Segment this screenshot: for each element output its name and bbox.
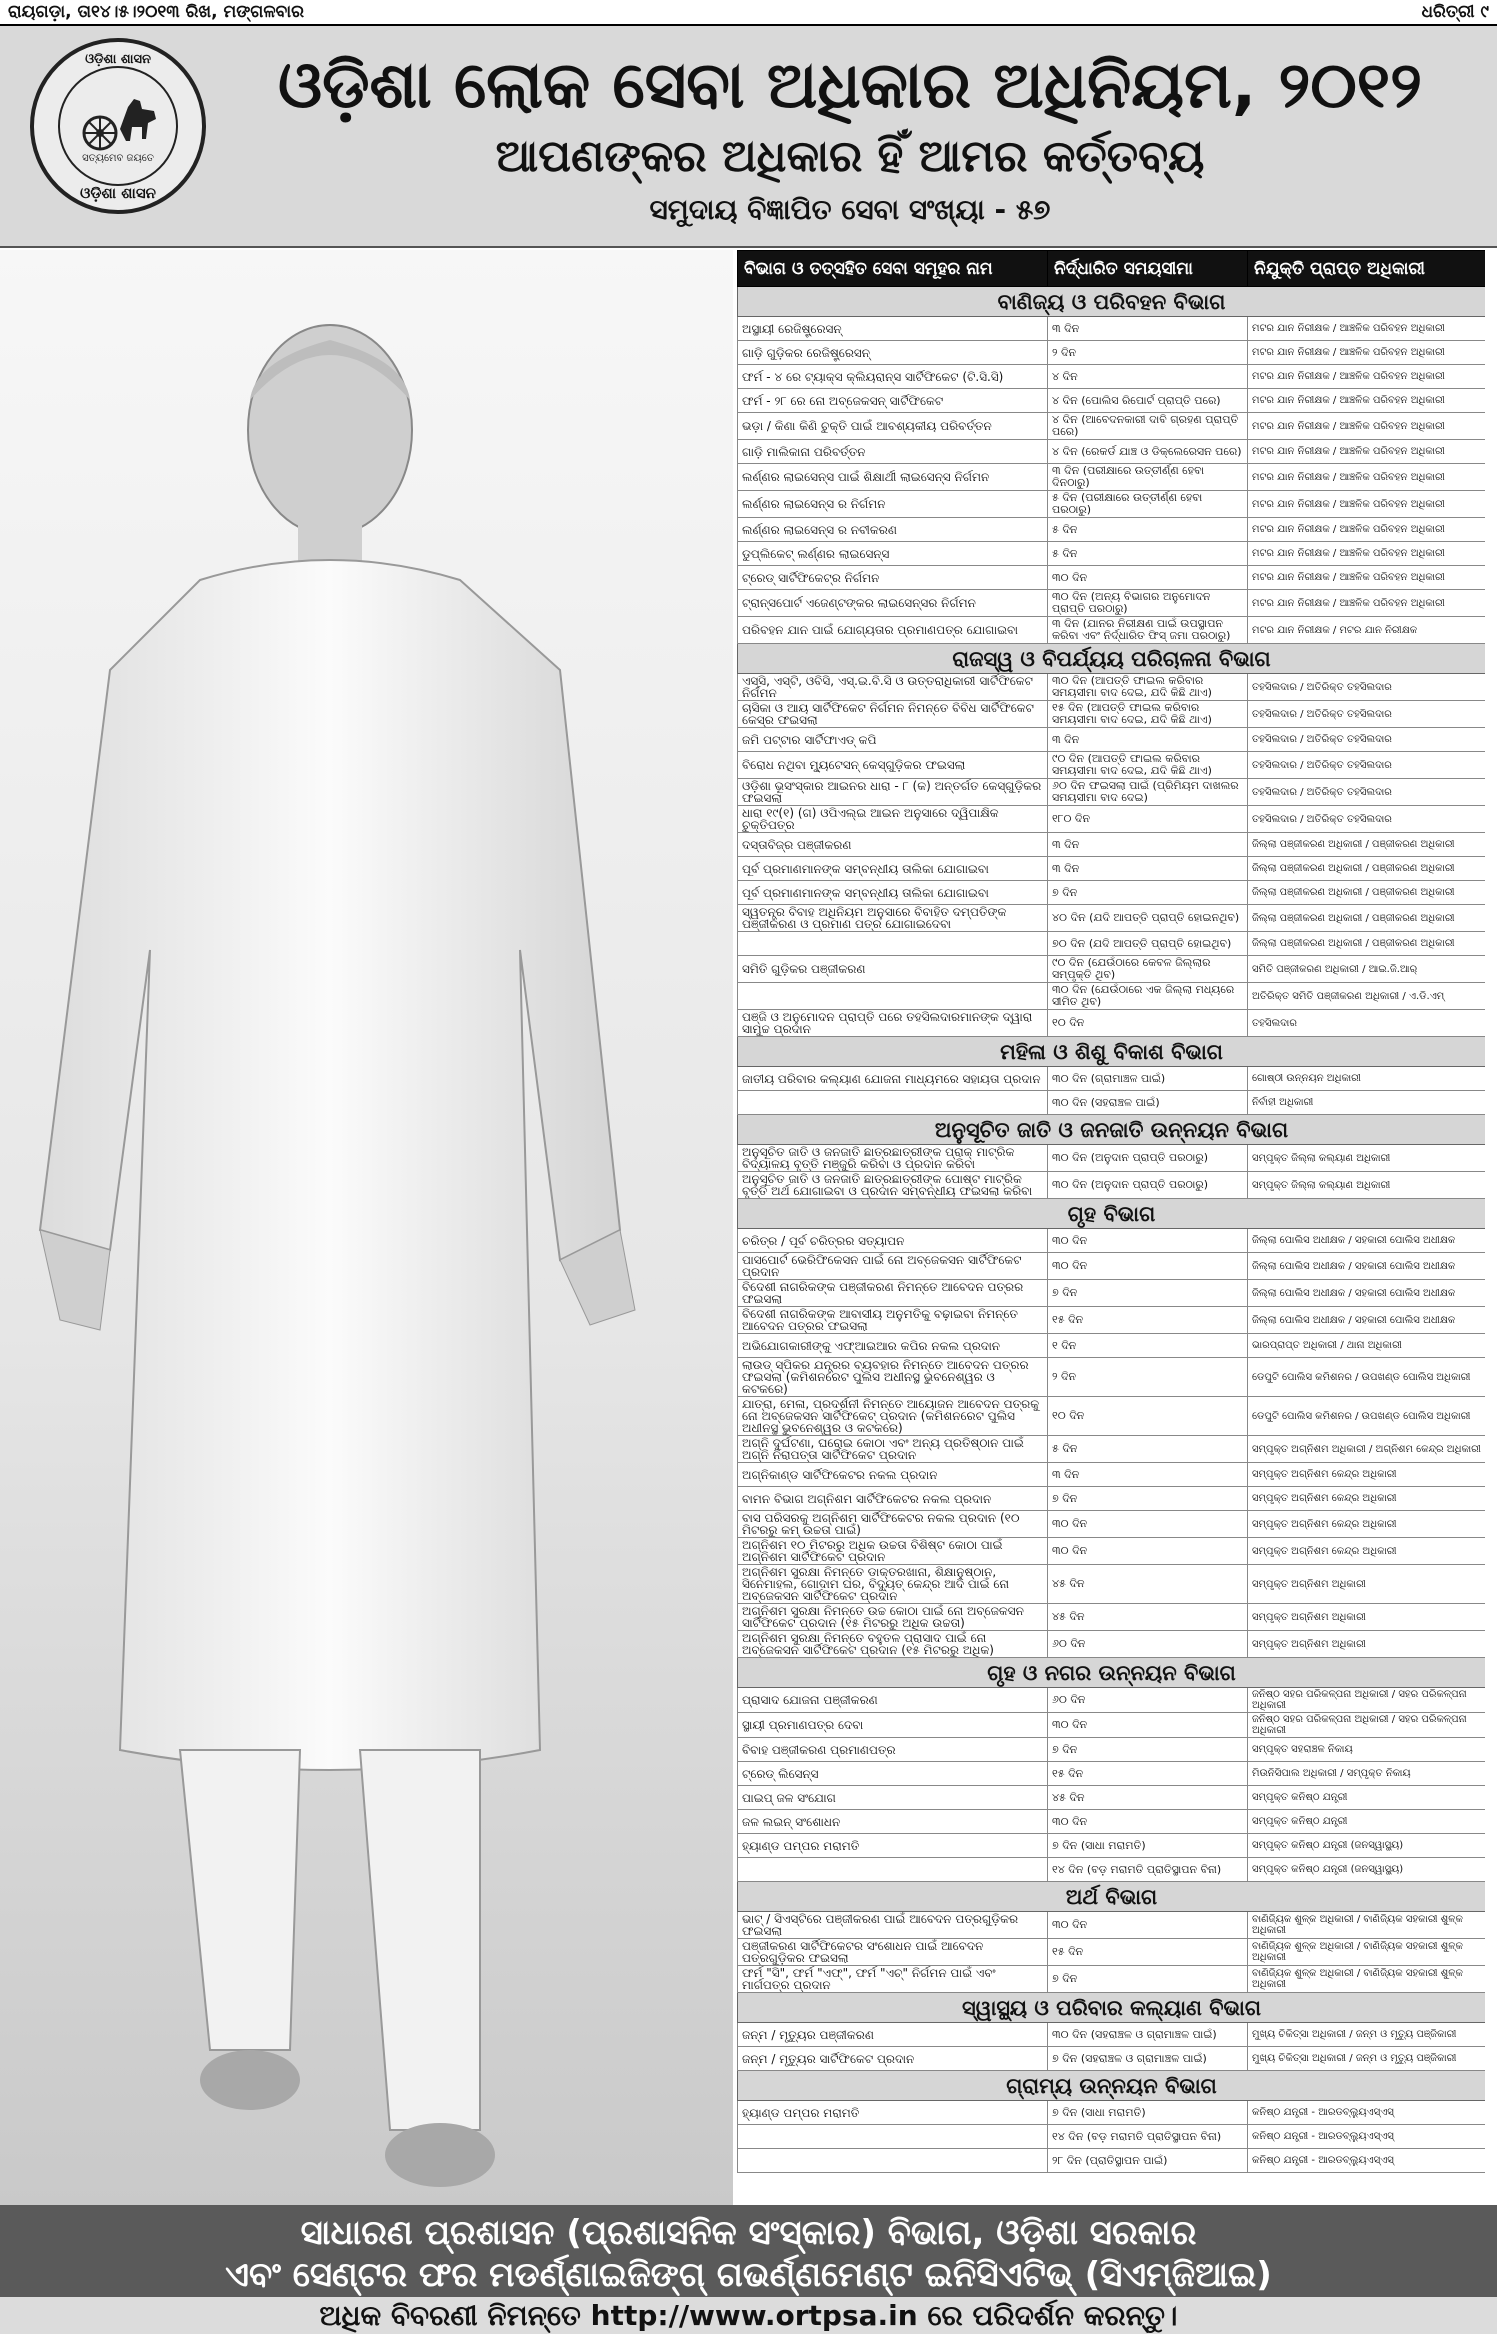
emblem-motto: ସତ୍ୟମେବ ଜୟତେ <box>82 152 154 164</box>
officer-cell: ମଟର ଯାନ ନିରୀକ୍ଷକ / ଆଞ୍ଚଳିକ ପରିବହନ ଅଧିକାରୀ <box>1248 317 1486 341</box>
time-limit-cell: ୩୦ ଦିନ (ଅନୁଦାନ ପ୍ରାପ୍ତି ପରଠାରୁ) <box>1048 1145 1248 1172</box>
table-row <box>738 491 1486 518</box>
table-row <box>738 1463 1486 1487</box>
time-limit-cell: ୩ ଦିନ (ପରୀକ୍ଷାରେ ଉତ୍ତୀର୍ଣ୍ଣ ହେବା ଦିନଠାରୁ) <box>1048 464 1248 491</box>
table-row <box>738 833 1486 857</box>
time-limit-cell: ୪ ଦିନ <box>1048 365 1248 389</box>
service-name-cell: ବିଦେଶୀ ନାଗରିକଙ୍କ ଆବାସୀୟ ଅନୁମତିକୁ ବଢ଼ାଇବା ନିମନ୍ତେ ଆବେଦନ ପତ୍ରର ଫଇସଲା <box>738 1307 1048 1334</box>
officer-cell: ତହସିଲଦାର / ଅତିରିକ୍ତ ତହସିଲଦାର <box>1248 752 1486 779</box>
advert-footer <box>0 2205 1497 2334</box>
table-row <box>738 881 1486 905</box>
table-row <box>738 1334 1486 1358</box>
time-limit-cell: ୩୦ ଦିନ <box>1048 1511 1248 1538</box>
time-limit-cell: ୩ ଦିନ <box>1048 833 1248 857</box>
time-limit-cell: ୭ ଦିନ (ସହରାଞ୍ଚଳ ଓ ଗ୍ରାମାଞ୍ଚଳ ପାଇଁ) <box>1048 2047 1248 2071</box>
officer-cell: ଭାରପ୍ରାପ୍ତ ଅଧିକାରୀ / ଥାନା ଅଧିକାରୀ <box>1248 1334 1486 1358</box>
officer-cell: ଜିଲ୍ଲା ପଞ୍ଜୀକରଣ ଅଧିକାରୀ / ପଞ୍ଜୀକରଣ ଅଧିକାରୀ <box>1248 932 1486 956</box>
time-limit-cell: ୨ ଦିନ <box>1048 341 1248 365</box>
table-row <box>738 2047 1486 2071</box>
officer-cell: ମଟର ଯାନ ନିରୀକ୍ଷକ / ଆଞ୍ଚଳିକ ପରିବହନ ଅଧିକାରୀ <box>1248 542 1486 566</box>
table-row <box>738 779 1486 806</box>
table-row <box>738 341 1486 365</box>
table-row <box>738 1229 1486 1253</box>
table-row <box>738 317 1486 341</box>
department-heading-row <box>738 1993 1486 2023</box>
konark-wheel-horse-icon <box>76 89 160 153</box>
time-limit-cell: ୩ ଦିନ <box>1048 1463 1248 1487</box>
officer-cell: ସମ୍ପୃକ୍ତ କନିଷ୍ଠ ଯନ୍ତ୍ରୀ (ଜନସ୍ୱାସ୍ଥ୍ୟ) <box>1248 1834 1486 1858</box>
department-heading-row <box>738 1882 1486 1912</box>
service-name-cell: ଅସ୍ଥାୟୀ ରେଜିଷ୍ଟ୍ରେସନ୍ <box>738 317 1048 341</box>
officer-cell: ମଟର ଯାନ ନିରୀକ୍ଷକ / ଆଞ୍ଚଳିକ ପରିବହନ ଅଧିକାରୀ <box>1248 341 1486 365</box>
service-name-cell <box>738 2125 1048 2149</box>
service-name-cell: ଏସ୍‌ସି, ଏସ୍‌ଟି, ଓବିସି, ଏସ୍.ଇ.ବି.ସି ଓ ଉତ୍ତରାଧିକାରୀ ସାର୍ଟିଫିକେଟ ନିର୍ଗମନ <box>738 674 1048 701</box>
time-limit-cell: ୧୪ ଦିନ (ବଡ଼ ମରାମତି ପ୍ରାତିସ୍ଥାପନ ବିନା) <box>1048 1858 1248 1882</box>
table-row <box>738 1010 1486 1037</box>
table-row <box>738 518 1486 542</box>
table-row <box>738 752 1486 779</box>
table-row <box>738 1834 1486 1858</box>
footer-partner: ଏବଂ ସେଣ୍ଟର ଫର ମଡର୍ଣ୍ଣାଇଜିଙ୍ଗ୍ ଗଭର୍ଣ୍ଣମେଣ୍ଟ ଇନିସିଏଟିଭ୍ (ସିଏମ୍‌ଜିଆଇ) <box>225 2255 1272 2295</box>
person-silhouette-icon <box>0 250 733 2205</box>
time-limit-cell: ୫ ଦିନ (ପରୀକ୍ଷାରେ ଉତ୍ତୀର୍ଣ୍ଣ ହେବା ପରଠାରୁ) <box>1048 491 1248 518</box>
time-limit-cell: ୩୦ ଦିନ (ଅନୁଦାନ ପ୍ରାପ୍ତି ପରଠାରୁ) <box>1048 1172 1248 1199</box>
service-name-cell <box>738 983 1048 1010</box>
time-limit-cell: ୩୦ ଦିନ (ସହରାଞ୍ଚଳ ଓ ଗ୍ରାମାଞ୍ଚଳ ପାଇଁ) <box>1048 2023 1248 2047</box>
officer-cell: ଜିଲ୍ଲା ପଞ୍ଜୀକରଣ ଅଧିକାରୀ / ପଞ୍ଜୀକରଣ ଅଧିକାରୀ <box>1248 905 1486 932</box>
time-limit-cell: ୧୪ ଦିନ (ବଡ଼ ମରାମତି ପ୍ରାତିସ୍ଥାପନ ବିନା) <box>1048 2125 1248 2149</box>
service-name-cell: ପାସପୋର୍ଟ ଭେରିଫିକେସନ ପାଇଁ ନୋ ଅବ୍‌ଜେକସନ ସାର୍ଟିଫିକେଟ ପ୍ରଦାନ <box>738 1253 1048 1280</box>
table-row <box>738 464 1486 491</box>
officer-cell: ସମ୍ପୃକ୍ତ ଜିଲ୍ଲା କଲ୍ୟାଣ ଅଧିକାରୀ <box>1248 1145 1486 1172</box>
service-name-cell: ବାମନ ବିଭାଗ ଅଗ୍ନିଶମ ସାର୍ଟିଫିକେଟର ନକଲ ପ୍ରଦାନ <box>738 1487 1048 1511</box>
table-row <box>738 1631 1486 1658</box>
service-name-cell: ଡୁପ୍ଲିକେଟ୍ ଲର୍ଣ୍ଣର ଲାଇସେନ୍ସ <box>738 542 1048 566</box>
service-name-cell: ଅଭିଯୋଗକାରୀଙ୍କୁ ଏଫ୍‌ଆଇଆର କପିର ନକଲ ପ୍ରଦାନ <box>738 1334 1048 1358</box>
officer-cell: ଜିଲ୍ଲା ପଞ୍ଜୀକରଣ ଅଧିକାରୀ / ପଞ୍ଜୀକରଣ ଅଧିକାରୀ <box>1248 881 1486 905</box>
table-row <box>738 701 1486 728</box>
officer-cell: ସମ୍ପୃକ୍ତ ଅଗ୍ନିଶମ କେନ୍ଦ୍ର ଅଧିକାରୀ <box>1248 1487 1486 1511</box>
service-name-cell: ଫର୍ମ - ୨୮ ରେ ନୋ ଅବ୍‌ଜେକସନ୍ ସାର୍ଟିଫିକେଟ <box>738 389 1048 413</box>
service-name-cell: ସ୍ୱତନ୍ତ୍ର ବିବାହ ଅଧିନିୟମ ଅନୁସାରେ ବିବାହିତ ଦମ୍ପତିଙ୍କ ପଞ୍ଜୀକରଣ ଓ ପ୍ରମାଣ ପତ୍ର ଯୋଗାଇଦେବା <box>738 905 1048 932</box>
service-name-cell: ଚାସିକା ଓ ଆୟ ସାର୍ଟିଫିକେଟ ନିର୍ଗମନ ନିମନ୍ତେ ବିବିଧ ସାର୍ଟିଫିକେଟ କେସ୍‌ର ଫଇସଲା <box>738 701 1048 728</box>
table-row <box>738 1280 1486 1307</box>
service-name-cell: ଅନୁସୂଚିତ ଜାତି ଓ ଜନଜାତି ଛାତ୍ରଛାତ୍ରୀଙ୍କ ପୋଷ୍ଟ ମାଟ୍ରିକ ବୃତ୍ତି ଅର୍ଥ ଯୋଗାଇବା ଓ ପ୍ରଦାନ ସମ୍ବନ୍ଧୀୟ ଫଇସଲା କରିବା <box>738 1172 1048 1199</box>
service-name-cell: ବିଦେଶୀ ନାଗରିକଙ୍କ ପଞ୍ଜୀକରଣ ନିମନ୍ତେ ଆବେଦନ ପତ୍ରର ଫଇସଲା <box>738 1280 1048 1307</box>
table-row <box>738 2149 1486 2173</box>
officer-cell: ସମ୍ପୃକ୍ତ ଜିଲ୍ଲା କଲ୍ୟାଣ ଅଧିକାରୀ <box>1248 1172 1486 1199</box>
officer-cell: ଜିଲ୍ଲା ପୋଲିସ ଅଧୀକ୍ଷକ / ସହକାରୀ ପୋଲିସ ଅଧୀକ୍ଷକ <box>1248 1229 1486 1253</box>
officer-cell: ଜିଲ୍ଲା ପୋଲିସ ଅଧୀକ୍ଷକ / ସହକାରୀ ପୋଲିସ ଅଧୀକ୍ଷକ <box>1248 1253 1486 1280</box>
time-limit-cell: ୨ ଦିନ <box>1048 1358 1248 1397</box>
time-limit-cell: ୩୦ ଦିନ <box>1048 1810 1248 1834</box>
table-row <box>738 1565 1486 1604</box>
table-row <box>738 566 1486 590</box>
officer-cell: ତହସିଲଦାର / ଅତିରିକ୍ତ ତହସିଲଦାର <box>1248 701 1486 728</box>
service-name-cell: ଫର୍ମ "ସି", ଫର୍ମ "ଏଫ୍", ଫର୍ମ "ଏଚ୍" ନିର୍ଗମନ ପାଇଁ ଏବଂ ମାର୍ଗପତ୍ର ପ୍ରଦାନ <box>738 1966 1048 1993</box>
time-limit-cell: ୭ ଦିନ <box>1048 1966 1248 1993</box>
officer-cell: ସମ୍ପୃକ୍ତ ଅଗ୍ନିଶମ କେନ୍ଦ୍ର ଅଧିକାରୀ <box>1248 1463 1486 1487</box>
table-row <box>738 1858 1486 1882</box>
officer-cell: ଡେପୁଟି ପୋଲିସ କମିଶନର / ଉପଖଣ୍ଡ ପୋଲିସ ଅଧିକାରୀ <box>1248 1397 1486 1436</box>
officer-cell: କନିଷ୍ଠ ଯନ୍ତ୍ରୀ - ଆରଡବ୍ଲ୍ୟୁଏସ୍‌ଏସ୍ <box>1248 2149 1486 2173</box>
table-row <box>738 542 1486 566</box>
service-name-cell: ଅଗ୍ନିଶମ ୧୦ ମିଟରରୁ ଅଧିକ ଉଚ୍ଚତା ବିଶିଷ୍ଟ କୋଠା ପାଇଁ ଅଗ୍ନିଶମ ସାର୍ଟିଫିକେଟ ପ୍ରଦାନ <box>738 1538 1048 1565</box>
time-limit-cell: ୩ ଦିନ (ଯାନର ନିରୀକ୍ଷଣ ପାଇଁ ଉପସ୍ଥାପନ କରିବା ଏବଂ ନିର୍ଦ୍ଧାରିତ ଫିସ୍ ଜମା ପରଠାରୁ) <box>1048 617 1248 644</box>
time-limit-cell: ୯୦ ଦିନ (ଯେଉଁଠାରେ କେବଳ ଜିଲ୍ଲାର ସମ୍ପୃକ୍ତି ଥିବ) <box>1048 956 1248 983</box>
time-limit-cell: ୩୦ ଦିନ <box>1048 1538 1248 1565</box>
time-limit-cell: ୭୦ ଦିନ (ଯଦି ଆପତ୍ତି ପ୍ରାପ୍ତି ହୋଇଥିବ) <box>1048 932 1248 956</box>
department-name: ସ୍ୱାସ୍ଥ୍ୟ ଓ ପରିବାର କଲ୍ୟାଣ ବିଭାଗ <box>738 1993 1486 2023</box>
officer-cell: ନିର୍ବାହୀ ଅଧିକାରୀ <box>1248 1091 1486 1115</box>
time-limit-cell: ୪୫ ଦିନ <box>1048 1786 1248 1810</box>
time-limit-cell: ୪ ଦିନ (ଆବେଦନକାରୀ ଦାବି ଗ୍ରହଣ ପ୍ରାପ୍ତି ପରେ) <box>1048 413 1248 440</box>
department-name: ଗୃହ ଓ ନଗର ଉନ୍ନୟନ ବିଭାଗ <box>738 1658 1486 1688</box>
service-name-cell: ଅଗ୍ନିଶମ ସୁରକ୍ଷା ନିମନ୍ତେ ଉଚ୍ଚ କୋଠା ପାଇଁ ନୋ ଅବ୍‌ଜେକସନ ସାର୍ଟିଫିକେଟ ପ୍ରଦାନ (୧୫ ମିଟରରୁ ଅଧିକ ଉଚ୍ଚତା) <box>738 1604 1048 1631</box>
table-row <box>738 1713 1486 1738</box>
time-limit-cell: ୪ ଦିନ (ରେକର୍ଡ ଯାଞ୍ଚ ଓ ଡିକ୍ଲେରେସନ ପରେ) <box>1048 440 1248 464</box>
service-name-cell: ଜନ୍ମ / ମୃତ୍ୟୁର ସାର୍ଟିଫିକେଟ ପ୍ରଦାନ <box>738 2047 1048 2071</box>
officer-cell: ସମ୍ପୃକ୍ତ କନିଷ୍ଠ ଯନ୍ତ୍ରୀ (ଜନସ୍ୱାସ୍ଥ୍ୟ) <box>1248 1858 1486 1882</box>
time-limit-cell: ୪୫ ଦିନ <box>1048 1604 1248 1631</box>
service-name-cell: ପରିବହନ ଯାନ ପାଇଁ ଯୋଗ୍ୟତାର ପ୍ରମାଣପତ୍ର ଯୋଗାଇବା <box>738 617 1048 644</box>
service-name-cell: ଅନୁସୂଚିତ ଜାତି ଓ ଜନଜାତି ଛାତ୍ରଛାତ୍ରୀଙ୍କ ପ୍ରାକ୍ ମାଟ୍ରିକ ବିଦ୍ୟାଳୟ ବୃତ୍ତି ମଞ୍ଜୁରି କରିବା ଓ ପ୍ରଦାନ କରିବା <box>738 1145 1048 1172</box>
table-row <box>738 1397 1486 1436</box>
department-heading-row <box>738 1658 1486 1688</box>
services-table <box>737 250 1485 2173</box>
time-limit-cell: ୭ ଦିନ (ସାଧା ମରାମତି) <box>1048 2101 1248 2125</box>
time-limit-cell: ୩ ଦିନ <box>1048 317 1248 341</box>
table-row <box>738 1538 1486 1565</box>
officer-cell: ଜିଲ୍ଲା ପୋଲିସ ଅଧୀକ୍ଷକ / ସହକାରୀ ପୋଲିସ ଅଧୀକ୍ଷକ <box>1248 1307 1486 1334</box>
table-row <box>738 1511 1486 1538</box>
table-row <box>738 1172 1486 1199</box>
department-heading-row <box>738 644 1486 674</box>
officer-cell: ସମ୍ପୃକ୍ତ ସହରାଞ୍ଚଳ ନିକାୟ <box>1248 1738 1486 1762</box>
service-name-cell <box>738 2149 1048 2173</box>
table-row <box>738 2023 1486 2047</box>
table-row <box>738 440 1486 464</box>
officer-cell: ମଟର ଯାନ ନିରୀକ୍ଷକ / ଆଞ୍ଚଳିକ ପରିବହନ ଅଧିକାରୀ <box>1248 566 1486 590</box>
officer-cell: ସମ୍ପୃକ୍ତ ଅଗ୍ନିଶମ ଅଧିକାରୀ <box>1248 1631 1486 1658</box>
officer-cell: ତହସିଲଦାର / ଅତିରିକ୍ତ ତହସିଲଦାର <box>1248 779 1486 806</box>
table-row <box>738 1604 1486 1631</box>
officer-cell: ମଟର ଯାନ ନିରୀକ୍ଷକ / ମଟର ଯାନ ନିରୀକ୍ଷକ <box>1248 617 1486 644</box>
table-row <box>738 1487 1486 1511</box>
officer-cell: ଜିଲ୍ଲା ପଞ୍ଜୀକରଣ ଅଧିକାରୀ / ପଞ୍ଜୀକରଣ ଅଧିକାରୀ <box>1248 833 1486 857</box>
officer-cell: ତହସିଲଦାର / ଅତିରିକ୍ତ ତହସିଲଦାର <box>1248 806 1486 833</box>
table-row <box>738 932 1486 956</box>
act-slogan: ଆପଣଙ୍କର ଅଧିକାର ହିଁ ଆମର କର୍ତ୍ତବ୍ୟ <box>495 131 1205 182</box>
service-name-cell: ଟ୍ରାନ୍ସପୋର୍ଟ ଏଜେଣ୍ଟଙ୍କର ଲାଇସେନ୍ସର ନିର୍ଗମନ <box>738 590 1048 617</box>
services-table-body <box>738 287 1486 2173</box>
table-row <box>738 2101 1486 2125</box>
officer-cell: ଅତିରିକ୍ତ ସମିତି ପଞ୍ଜୀକରଣ ଅଧିକାରୀ / ଏ.ଡି.ଏମ୍ <box>1248 983 1486 1010</box>
service-name-cell: ଅଗ୍ନିଶମ ସୁରକ୍ଷା ନିମନ୍ତେ ଡାକ୍ତରଖାନା, ଶିକ୍ଷାନୁଷ୍ଠାନ, ସିନେମାହଲ, ଗୋଦାମ ଘର, ବିଦ୍ୟୁତ୍ କେନ୍ଦ୍ର ଆଦି ପାଇଁ ନୋ ଅବ୍‌ଜେକସନ ସାର୍ଟିଫିକେଟ ପ୍ରଦାନ <box>738 1565 1048 1604</box>
service-name-cell: ସ୍ଥାୟୀ ପ୍ରମାଣପତ୍ର ଦେବା <box>738 1713 1048 1738</box>
table-row <box>738 857 1486 881</box>
officer-cell: ସମିତି ପଞ୍ଜୀକରଣ ଅଧିକାରୀ / ଆଇ.ଜି.ଆର୍ <box>1248 956 1486 983</box>
footer-department: ସାଧାରଣ ପ୍ରଶାସନ (ପ୍ରଶାସନିକ ସଂସ୍କାର) ବିଭାଗ, ଓଡ଼ିଶା ସରକାର <box>300 2213 1197 2253</box>
service-name-cell: ଅଗ୍ନି ଦୁର୍ଘଟଣା, ଘରୋଇ କୋଠା ଏବଂ ଅନ୍ୟ ପ୍ରତିଷ୍ଠାନ ପାଇଁ ଅଗ୍ନି ନିରାପତ୍ତା ସାର୍ଟିଫିକେଟ ପ୍ରଦାନ <box>738 1436 1048 1463</box>
time-limit-cell: ୩୦ ଦିନ <box>1048 1713 1248 1738</box>
table-row <box>738 1091 1486 1115</box>
time-limit-cell: ୭ ଦିନ <box>1048 1738 1248 1762</box>
service-name-cell: ବିରୋଧ ନଥିବା ମ୍ୟୁଟେସନ୍ କେସ୍‌ଗୁଡ଼ିକର ଫଇସଲା <box>738 752 1048 779</box>
officer-cell: ମିଉନିସିପାଲ ଅଧିକାରୀ / ସମ୍ପୃକ୍ତ ନିକାୟ <box>1248 1762 1486 1786</box>
service-name-cell <box>738 932 1048 956</box>
service-name-cell: ହ୍ୟାଣ୍ଡ ପମ୍ପର ମରାମତି <box>738 1834 1048 1858</box>
service-name-cell: ପୂର୍ବ ପ୍ରମାଣମାନଙ୍କ ସମ୍ବନ୍ଧୀୟ ତାଲିକା ଯୋଗାଇବା <box>738 881 1048 905</box>
table-row <box>738 590 1486 617</box>
table-row <box>738 413 1486 440</box>
advert-header <box>0 26 1497 248</box>
table-row <box>738 1762 1486 1786</box>
officer-cell: ସମ୍ପୃକ୍ତ ଅଗ୍ନିଶମ ଅଧିକାରୀ <box>1248 1565 1486 1604</box>
newspaper-header-strip <box>0 0 1497 26</box>
column-header-officer: ନିଯୁକ୍ତି ପ୍ରାପ୍ତ ଅଧିକାରୀ <box>1248 251 1486 287</box>
officer-cell: ମଟର ଯାନ ନିରୀକ୍ଷକ / ଆଞ୍ଚଳିକ ପରିବହନ ଅଧିକାରୀ <box>1248 365 1486 389</box>
chief-minister-photo <box>0 250 733 2205</box>
service-name-cell: ଓଡ଼ିଶା ଭୂସଂସ୍କାର ଆଇନର ଧାରା - ୮ (କ) ଅନ୍ତର୍ଗତ କେସ୍‌ଗୁଡ଼ିକର ଫଇସଲା <box>738 779 1048 806</box>
table-row <box>738 1738 1486 1762</box>
table-row <box>738 1307 1486 1334</box>
table-row <box>738 1145 1486 1172</box>
department-name: ଅନୁସୂଚିତ ଜାତି ଓ ଜନଜାତି ଉନ୍ନୟନ ବିଭାଗ <box>738 1115 1486 1145</box>
department-name: ବାଣିଜ୍ୟ ଓ ପରିବହନ ବିଭାଗ <box>738 287 1486 317</box>
table-row <box>738 1810 1486 1834</box>
department-name: ରାଜସ୍ୱ ଓ ବିପର୍ଯ୍ୟୟ ପରିଚାଳନା ବିଭାଗ <box>738 644 1486 674</box>
table-row <box>738 1067 1486 1091</box>
officer-cell: ମୁଖ୍ୟ ଚିକିତ୍ସା ଅଧିକାରୀ / ଜନ୍ମ ଓ ମୃତ୍ୟୁ ପଞ୍ଜିକାରୀ <box>1248 2023 1486 2047</box>
table-row <box>738 617 1486 644</box>
service-name-cell: ଜନ୍ମ / ମୃତ୍ୟୁର ପଞ୍ଜୀକରଣ <box>738 2023 1048 2047</box>
service-name-cell: ଜମି ପଟ୍ଟାର ସାର୍ଟିଫାଏଡ୍ କପି <box>738 728 1048 752</box>
act-title: ଓଡ଼ିଶା ଲୋକ ସେବା ଅଧିକାର ଅଧିନିୟମ, ୨୦୧୨ <box>278 49 1422 123</box>
service-name-cell: ବାସ ପରିସରକୁ ଅଗ୍ନିଶମ ସାର୍ଟିଫିକେଟର ନକଲ ପ୍ରଦାନ (୧୦ ମିଟରରୁ କମ୍ ଉଚ୍ଚତା ପାଇଁ) <box>738 1511 1048 1538</box>
table-row <box>738 1786 1486 1810</box>
table-row <box>738 1358 1486 1397</box>
time-limit-cell: ୭ ଦିନ <box>1048 1487 1248 1511</box>
service-name-cell: ପଞ୍ଜି ଓ ଅନୁମୋଦନ ପ୍ରାପ୍ତି ପରେ ତହସିଲଦାରମାନଙ୍କ ଦ୍ୱାରା ସାମୁଚ୍ଚ ପ୍ରଦାନ <box>738 1010 1048 1037</box>
time-limit-cell: ୫ ଦିନ <box>1048 1436 1248 1463</box>
officer-cell: ତହସିଲଦାର / ଅତିରିକ୍ତ ତହସିଲଦାର <box>1248 728 1486 752</box>
table-row <box>738 728 1486 752</box>
officer-cell: କନିଷ୍ଠ ଯନ୍ତ୍ରୀ - ଆରଡବ୍ଲ୍ୟୁଏସ୍‌ଏସ୍ <box>1248 2125 1486 2149</box>
table-row <box>738 1688 1486 1713</box>
service-name-cell: ଲାଉଡ୍ ସ୍ପିକର ଯନ୍ତ୍ରର ବ୍ୟବହାର ନିମନ୍ତେ ଆବେଦନ ପତ୍ରର ଫଇସଲା (କମିଶନରେଟ ପୁଲିସ ଅଧୀନସ୍ଥ ଭୁବନେଶ୍ୱର ଓ କଟକରେ) <box>738 1358 1048 1397</box>
table-row <box>738 806 1486 833</box>
time-limit-cell: ୪୦ ଦିନ (ଯଦି ଆପତ୍ତି ପ୍ରାପ୍ତି ହୋଇନଥିବ) <box>1048 905 1248 932</box>
time-limit-cell: ୨୮ ଦିନ (ପ୍ରାତିସ୍ଥାପନ ପାଇଁ) <box>1048 2149 1248 2173</box>
service-name-cell: ଲର୍ଣ୍ଣର ଲାଇସେନ୍ସ ର ନବୀକରଣ <box>738 518 1048 542</box>
column-header-service: ବିଭାଗ ଓ ତତ୍‌ସହିତ ସେବା ସମୂହର ନାମ <box>738 251 1048 287</box>
time-limit-cell: ୫ ଦିନ <box>1048 518 1248 542</box>
officer-cell: ମଟର ଯାନ ନିରୀକ୍ଷକ / ଆଞ୍ଚଳିକ ପରିବହନ ଅଧିକାରୀ <box>1248 389 1486 413</box>
service-name-cell: ଭଡ଼ା / କିଣା କିଣି ଚୁକ୍ତି ପାଇଁ ଆବଶ୍ୟକୀୟ ପରିବର୍ତ୍ତନ <box>738 413 1048 440</box>
time-limit-cell: ୧୦ ଦିନ <box>1048 1010 1248 1037</box>
time-limit-cell: ୬୦ ଦିନ <box>1048 1631 1248 1658</box>
service-name-cell: ଟ୍ରେଡ୍ ଲିସେନ୍ସ <box>738 1762 1048 1786</box>
time-limit-cell: ୧୦ ଦିନ <box>1048 1397 1248 1436</box>
time-limit-cell: ୧୫ ଦିନ <box>1048 1762 1248 1786</box>
state-emblem-icon <box>30 38 206 214</box>
time-limit-cell: ୩ ଦିନ <box>1048 857 1248 881</box>
officer-cell: ବାଣିଜ୍ୟିକ ଶୁଳ୍କ ଅଧିକାରୀ / ବାଣିଜ୍ୟିକ ସହକାରୀ ଶୁଳ୍କ ଅଧିକାରୀ <box>1248 1939 1486 1966</box>
dateline: ରାୟଗଡ଼ା, ତା୧୪।୫।୨୦୧୩ ରିଖ, ମଙ୍ଗଳବାର <box>8 2 304 22</box>
service-name-cell <box>738 1858 1048 1882</box>
officer-cell: ବାଣିଜ୍ୟିକ ଶୁଳ୍କ ଅଧିକାରୀ / ବାଣିଜ୍ୟିକ ସହକାରୀ ଶୁଳ୍କ ଅଧିକାରୀ <box>1248 1912 1486 1939</box>
time-limit-cell: ୩୦ ଦିନ (ସହରାଞ୍ଚଳ ପାଇଁ) <box>1048 1091 1248 1115</box>
service-name-cell: ଧାରା ୧୯(୧) (ଗ) ଓପିଏଲ୍‌ଇ ଆଇନ ଅନୁସାରେ ଦ୍ୱିପାକ୍ଷିକ ଚୁକ୍ତିପତ୍ର <box>738 806 1048 833</box>
officer-cell: ମଟର ଯାନ ନିରୀକ୍ଷକ / ଆଞ୍ଚଳିକ ପରିବହନ ଅଧିକାରୀ <box>1248 590 1486 617</box>
officer-cell: ସମ୍ପୃକ୍ତ କନିଷ୍ଠ ଯନ୍ତ୍ରୀ <box>1248 1786 1486 1810</box>
table-row <box>738 674 1486 701</box>
department-heading-row <box>738 287 1486 317</box>
officer-cell: ତହସିଲଦାର <box>1248 1010 1486 1037</box>
service-name-cell: ପ୍ରାସାଦ ଯୋଜନା ପଞ୍ଜୀକରଣ <box>738 1688 1048 1713</box>
service-name-cell: ଯାତ୍ରା, ମେଳା, ପ୍ରଦର୍ଶନୀ ନିମନ୍ତେ ଆୟୋଜନ ଆବେଦନ ପତ୍ରକୁ ନୋ ଅବ୍‌ଜେକସନ ସାର୍ଟିଫିକେଟ୍ ପ୍ରଦାନ (କମିଶନରେଟ ପୁଲିସ ଅଧୀନସ୍ଥ ଭୁବନେଶ୍ୱର ଓ କଟକରେ) <box>738 1397 1048 1436</box>
time-limit-cell: ୩୦ ଦିନ (ଯେଉଁଠାରେ ଏକ ଜିଲ୍ଲା ମଧ୍ୟରେ ସୀମିତ ଥିବ) <box>1048 983 1248 1010</box>
service-name-cell <box>738 1091 1048 1115</box>
department-name: ଗ୍ରାମ୍ୟ ଉନ୍ନୟନ ବିଭାଗ <box>738 2071 1486 2101</box>
time-limit-cell: ୬୦ ଦିନ <box>1048 1688 1248 1713</box>
officer-cell: ମଟର ଯାନ ନିରୀକ୍ଷକ / ଆଞ୍ଚଳିକ ପରିବହନ ଅଧିକାରୀ <box>1248 413 1486 440</box>
time-limit-cell: ୩୦ ଦିନ (ଅନ୍ୟ ବିଭାଗର ଅନୁମୋଦନ ପ୍ରାପ୍ତି ପରଠାରୁ) <box>1048 590 1248 617</box>
time-limit-cell: ୧୫ ଦିନ (ଆପତ୍ତି ଫାଇଲ କରିବାର ସମୟସୀମା ବାଦ ଦେଇ, ଯଦି କିଛି ଥାଏ) <box>1048 701 1248 728</box>
officer-cell: ଜନିଷ୍ଠ ସହର ପରିକଳ୍ପନା ଅଧିକାରୀ / ସହର ପରିକଳ୍ପନା ଅଧିକାରୀ <box>1248 1713 1486 1738</box>
time-limit-cell: ୧୫ ଦିନ <box>1048 1939 1248 1966</box>
table-row <box>738 365 1486 389</box>
officer-cell: ଜିଲ୍ଲା ପଞ୍ଜୀକରଣ ଅଧିକାରୀ / ପଞ୍ଜୀକରଣ ଅଧିକାରୀ <box>1248 857 1486 881</box>
department-name: ଗୃହ ବିଭାଗ <box>738 1199 1486 1229</box>
table-header-row <box>738 251 1486 287</box>
emblem-top-text: ଓଡ଼ିଶା ଶାସନ <box>85 52 151 67</box>
service-name-cell: ଜାତୀୟ ପରିବାର କଲ୍ୟାଣ ଯୋଜନା ମାଧ୍ୟମରେ ସହାୟତା ପ୍ରଦାନ <box>738 1067 1048 1091</box>
officer-cell: ଜିଲ୍ଲା ପୋଲିସ ଅଧୀକ୍ଷକ / ସହକାରୀ ପୋଲିସ ଅଧୀକ୍ଷକ <box>1248 1280 1486 1307</box>
officer-cell: ମଟର ଯାନ ନିରୀକ୍ଷକ / ଆଞ୍ଚଳିକ ପରିବହନ ଅଧିକାରୀ <box>1248 518 1486 542</box>
time-limit-cell: ୩ ଦିନ <box>1048 728 1248 752</box>
time-limit-cell: ୧ ଦିନ <box>1048 1334 1248 1358</box>
emblem-bottom-text: ଓଡ଼ିଶା ଶାସନ <box>80 184 156 202</box>
time-limit-cell: ୩୦ ଦିନ <box>1048 1912 1248 1939</box>
service-name-cell: ଭାଟ୍ / ସିଏସ୍‌ଟିରେ ପଞ୍ଜୀକରଣ ପାଇଁ ଆବେଦନ ପତ୍ରଗୁଡ଼ିକର ଫଇସଲା <box>738 1912 1048 1939</box>
officer-cell: ସମ୍ପୃକ୍ତ ଅଗ୍ନିଶମ ଅଧିକାରୀ / ଅଗ୍ନିଶମ କେନ୍ଦ୍ର ଅଧିକାରୀ <box>1248 1436 1486 1463</box>
officer-cell: ସମ୍ପୃକ୍ତ ଅଗ୍ନିଶମ କେନ୍ଦ୍ର ଅଧିକାରୀ <box>1248 1538 1486 1565</box>
officer-cell: ସମ୍ପୃକ୍ତ କନିଷ୍ଠ ଯନ୍ତ୍ରୀ <box>1248 1810 1486 1834</box>
officer-cell: ମଟର ଯାନ ନିରୀକ୍ଷକ / ଆଞ୍ଚଳିକ ପରିବହନ ଅଧିକାରୀ <box>1248 491 1486 518</box>
time-limit-cell: ୭ ଦିନ <box>1048 1280 1248 1307</box>
service-name-cell: ପାଇପ୍ ଜଳ ସଂଯୋଗ <box>738 1786 1048 1810</box>
officer-cell: ଗୋଷ୍ଠୀ ଉନ୍ନୟନ ଅଧିକାରୀ <box>1248 1067 1486 1091</box>
table-row <box>738 1912 1486 1939</box>
department-heading-row <box>738 1115 1486 1145</box>
time-limit-cell: ୩୦ ଦିନ <box>1048 1229 1248 1253</box>
service-name-cell: ବିବାହ ପଞ୍ଜୀକରଣ ପ୍ରମାଣପତ୍ର <box>738 1738 1048 1762</box>
department-name: ଅର୍ଥ ବିଭାଗ <box>738 1882 1486 1912</box>
service-name-cell: ଜଳ ଲଇନ୍ ସଂଶୋଧନ <box>738 1810 1048 1834</box>
officer-cell: ଜନିଷ୍ଠ ସହର ପରିକଳ୍ପନା ଅଧିକାରୀ / ସହର ପରିକଳ୍ପନା ଅଧିକାରୀ <box>1248 1688 1486 1713</box>
officer-cell: କନିଷ୍ଠ ଯନ୍ତ୍ରୀ - ଆରଡବ୍ଲ୍ୟୁଏସ୍‌ଏସ୍ <box>1248 2101 1486 2125</box>
time-limit-cell: ୬୦ ଦିନ ଫଇସଲା ପାଇଁ (ପ୍ରିମିୟମ ଦାଖଲର ସମୟସୀମା ବାଦ ଦେଇ) <box>1048 779 1248 806</box>
department-heading-row <box>738 1037 1486 1067</box>
service-name-cell: ଟ୍ରେଡ୍ ସାର୍ଟିଫିକେଟ୍‌ର ନିର୍ଗମନ <box>738 566 1048 590</box>
table-row <box>738 2125 1486 2149</box>
time-limit-cell: ୪୫ ଦିନ <box>1048 1565 1248 1604</box>
service-name-cell: ଲର୍ଣ୍ଣର ଲାଇସେନ୍ସ ର ନିର୍ଗମନ <box>738 491 1048 518</box>
time-limit-cell: ୩୦ ଦିନ <box>1048 1253 1248 1280</box>
service-name-cell: ଲର୍ଣ୍ଣର ଲାଇସେନ୍ସ ପାଇଁ ଶିକ୍ଷାର୍ଥୀ ଲାଇସେନ୍ସ ନିର୍ଗମନ <box>738 464 1048 491</box>
officer-cell: ମୁଖ୍ୟ ଚିକିତ୍ସା ଅଧିକାରୀ / ଜନ୍ମ ଓ ମୃତ୍ୟୁ ପଞ୍ଜିକାରୀ <box>1248 2047 1486 2071</box>
time-limit-cell: ୭ ଦିନ (ସାଧା ମରାମତି) <box>1048 1834 1248 1858</box>
time-limit-cell: ୭ ଦିନ <box>1048 881 1248 905</box>
service-name-cell: ଫର୍ମ - ୪ ରେ ଟ୍ୟାକ୍ସ କ୍ଲିୟରାନ୍ସ ସାର୍ଟିଫିକେଟ (ଟି.ସି.ସି) <box>738 365 1048 389</box>
services-table-panel <box>737 250 1485 2203</box>
officer-cell: ସମ୍ପୃକ୍ତ ଅଗ୍ନିଶମ କେନ୍ଦ୍ର ଅଧିକାରୀ <box>1248 1511 1486 1538</box>
officer-cell: ତହସିଲଦାର / ଅତିରିକ୍ତ ତହସିଲଦାର <box>1248 674 1486 701</box>
table-row <box>738 983 1486 1010</box>
time-limit-cell: ୩୦ ଦିନ <box>1048 566 1248 590</box>
time-limit-cell: ୩୦ ଦିନ (ଆପତ୍ତି ଫାଇଲ କରିବାର ସମୟସୀମା ବାଦ ଦେଇ, ଯଦି କିଛି ଥାଏ) <box>1048 674 1248 701</box>
service-name-cell: ଦସ୍ତାବିଜ୍‌ର ପଞ୍ଜୀକରଣ <box>738 833 1048 857</box>
department-heading-row <box>738 2071 1486 2101</box>
service-name-cell: ଗାଡ଼ି ଗୁଡ଼ିକର ରେଜିଷ୍ଟ୍ରେସନ୍ <box>738 341 1048 365</box>
service-name-cell: ଗାଡ଼ି ମାଲିକାନା ପରିବର୍ତ୍ତନ <box>738 440 1048 464</box>
table-row <box>738 956 1486 983</box>
officer-cell: ମଟର ଯାନ ନିରୀକ୍ଷକ / ଆଞ୍ଚଳିକ ପରିବହନ ଅଧିକାରୀ <box>1248 464 1486 491</box>
table-row <box>738 1966 1486 1993</box>
time-limit-cell: ୫ ଦିନ <box>1048 542 1248 566</box>
department-name: ମହିଳା ଓ ଶିଶୁ ବିକାଶ ବିଭାଗ <box>738 1037 1486 1067</box>
time-limit-cell: ୧୮୦ ଦିନ <box>1048 806 1248 833</box>
time-limit-cell: ୯୦ ଦିନ (ଆପତ୍ତି ଫାଇଲ କରିବାର ସମୟସୀମା ବାଦ ଦେଇ, ଯଦି କିଛି ଥାଏ) <box>1048 752 1248 779</box>
table-row <box>738 389 1486 413</box>
service-name-cell: ଚରିତ୍ର / ପୂର୍ବ ଚରିତ୍ରର ସତ୍ୟାପନ <box>738 1229 1048 1253</box>
service-name-cell: ଅଗ୍ନିଶମ ସୁରକ୍ଷା ନିମନ୍ତେ ବହୁତଳ ପ୍ରାସାଦ ପାଇଁ ନୋ ଅବ୍‌ଜେକସନ ସାର୍ଟିଫିକେଟ ପ୍ରଦାନ (୧୫ ମିଟରରୁ ଅଧିକ) <box>738 1631 1048 1658</box>
table-row <box>738 905 1486 932</box>
service-name-cell: ହ୍ୟାଣ୍ଡ ପମ୍ପର ମରାମତି <box>738 2101 1048 2125</box>
officer-cell: ଡେପୁଟି ପୋଲିସ କମିଶନର / ଉପଖଣ୍ଡ ପୋଲିସ ଅଧିକାରୀ <box>1248 1358 1486 1397</box>
table-row <box>738 1939 1486 1966</box>
service-name-cell: ପଞ୍ଜୀକରଣ ସାର୍ଟିଫିକେଟର ସଂଶୋଧନ ପାଇଁ ଆବେଦନ ପତ୍ରଗୁଡ଼ିକର ଫଇସଲା <box>738 1939 1048 1966</box>
officer-cell: ସମ୍ପୃକ୍ତ ଅଗ୍ନିଶମ ଅଧିକାରୀ <box>1248 1604 1486 1631</box>
time-limit-cell: ୧୫ ଦିନ <box>1048 1307 1248 1334</box>
time-limit-cell: ୩୦ ଦିନ (ଗ୍ରାମାଞ୍ଚଳ ପାଇଁ) <box>1048 1067 1248 1091</box>
emblem-inner <box>58 66 178 186</box>
service-name-cell: ଅଗ୍ନିକାଣ୍ଡ ସାର୍ଟିଫିକେଟର ନକଲ ପ୍ରଦାନ <box>738 1463 1048 1487</box>
footer-website: ଅଧିକ ବିବରଣୀ ନିମନ୍ତେ http://www.ortpsa.in ରେ ପରିଦର୍ଶନ କରନ୍ତୁ। <box>0 2297 1497 2334</box>
time-limit-cell: ୪ ଦିନ (ପୋଲିସ ରିପୋର୍ଟ ପ୍ରାପ୍ତି ପରେ) <box>1048 389 1248 413</box>
table-row <box>738 1253 1486 1280</box>
officer-cell: ମଟର ଯାନ ନିରୀକ୍ଷକ / ଆଞ୍ଚଳିକ ପରିବହନ ଅଧିକାରୀ <box>1248 440 1486 464</box>
service-name-cell: ପୂର୍ବ ପ୍ରମାଣମାନଙ୍କ ସମ୍ବନ୍ଧୀୟ ତାଲିକା ଯୋଗାଇବା <box>738 857 1048 881</box>
service-count: ସମୁଦାୟ ବିଜ୍ଞାପିତ ସେବା ସଂଖ୍ୟା - ୫୭ <box>649 193 1051 226</box>
officer-cell: ବାଣିଜ୍ୟିକ ଶୁଳ୍କ ଅଧିକାରୀ / ବାଣିଜ୍ୟିକ ସହକାରୀ ଶୁଳ୍କ ଅଧିକାରୀ <box>1248 1966 1486 1993</box>
page-number: ଧରିତ୍ରୀ ୯ <box>1421 2 1489 22</box>
column-header-time-limit: ନିର୍ଦ୍ଧାରିତ ସମୟସୀମା <box>1048 251 1248 287</box>
service-name-cell: ସମିତି ଗୁଡ଼ିକର ପଞ୍ଜୀକରଣ <box>738 956 1048 983</box>
table-row <box>738 1436 1486 1463</box>
department-heading-row <box>738 1199 1486 1229</box>
